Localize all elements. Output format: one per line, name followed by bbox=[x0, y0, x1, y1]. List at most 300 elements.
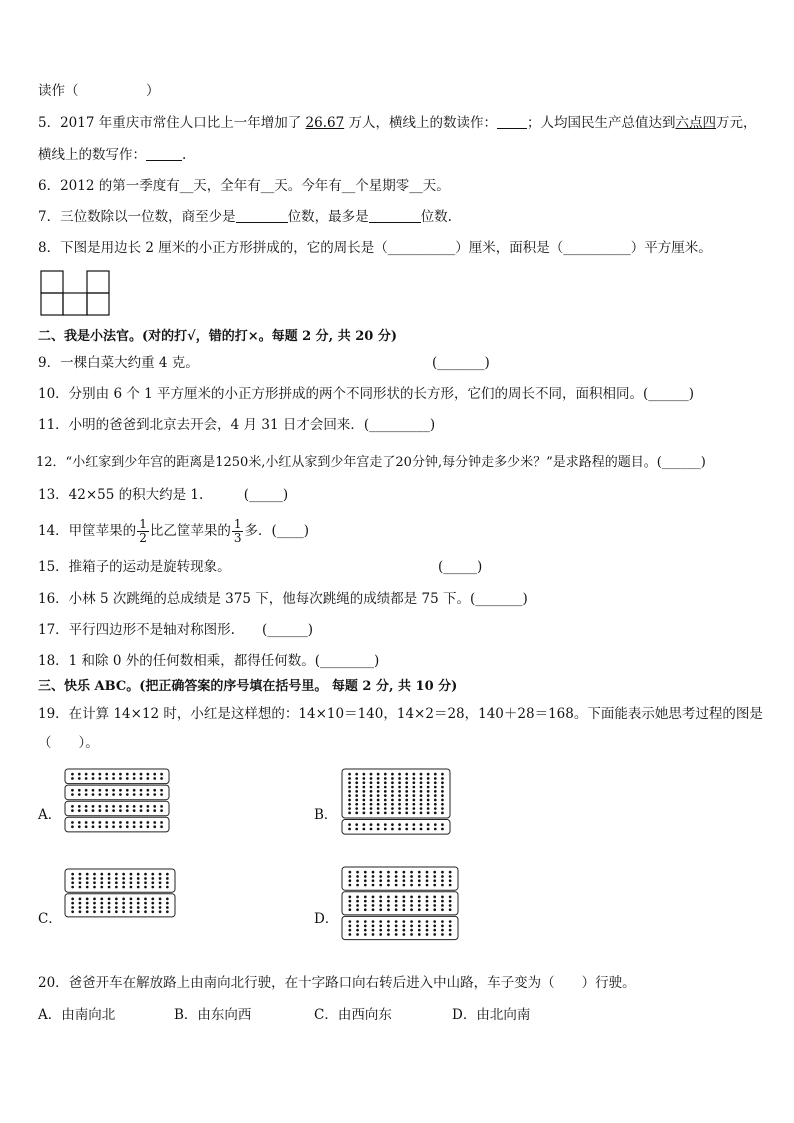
dot bbox=[372, 884, 375, 887]
dot bbox=[122, 902, 125, 905]
dot bbox=[147, 821, 150, 824]
dot bbox=[119, 821, 122, 824]
dot bbox=[356, 896, 359, 899]
dot bbox=[147, 805, 150, 808]
dot bbox=[71, 881, 74, 884]
dot bbox=[413, 807, 416, 810]
dot bbox=[92, 805, 95, 808]
dot bbox=[71, 886, 74, 889]
dot bbox=[115, 886, 118, 889]
dot bbox=[410, 925, 413, 928]
dot bbox=[115, 902, 118, 905]
dot bbox=[85, 825, 88, 828]
dot bbox=[441, 777, 444, 780]
dot bbox=[348, 799, 351, 802]
answer-blank[interactable] bbox=[497, 115, 527, 129]
dot-block-1 bbox=[65, 869, 175, 892]
dot bbox=[395, 896, 398, 899]
dot bbox=[413, 781, 416, 784]
dot bbox=[410, 896, 413, 899]
dot bbox=[413, 794, 416, 797]
dot bbox=[105, 773, 108, 776]
dot bbox=[420, 812, 423, 815]
dot bbox=[418, 904, 421, 907]
dot bbox=[449, 879, 452, 882]
dot bbox=[410, 908, 413, 911]
dot bbox=[140, 825, 143, 828]
dot bbox=[441, 828, 444, 831]
dot bbox=[153, 777, 156, 780]
dot bbox=[370, 799, 373, 802]
question-14: 14．甲筐苹果的 $\frac{1}{2}$ 比乙筐苹果的 $\frac{1}{3}$ 多．(____) bbox=[38, 517, 310, 545]
dot bbox=[355, 799, 358, 802]
dot bbox=[395, 904, 398, 907]
dot bbox=[93, 898, 96, 901]
dot bbox=[160, 809, 163, 812]
dot bbox=[153, 773, 156, 776]
dot bbox=[144, 910, 147, 913]
q20-option-c[interactable]: C．由西向东 bbox=[314, 1007, 392, 1023]
dot bbox=[166, 910, 169, 913]
dot bbox=[71, 793, 74, 796]
dot bbox=[78, 809, 81, 812]
dot bbox=[144, 886, 147, 889]
dot bbox=[426, 908, 429, 911]
dot bbox=[372, 904, 375, 907]
dot bbox=[379, 920, 382, 923]
dot bbox=[93, 906, 96, 909]
answer-blank[interactable] bbox=[146, 147, 182, 161]
dot bbox=[78, 793, 81, 796]
dot bbox=[93, 902, 96, 905]
dot bbox=[363, 773, 366, 776]
dot bbox=[377, 781, 380, 784]
answer-blank[interactable]: (_____) bbox=[438, 559, 483, 575]
q20-option-a[interactable]: A．由南向北 bbox=[38, 1007, 116, 1023]
dot bbox=[441, 908, 444, 911]
dot bbox=[349, 875, 352, 878]
dot bbox=[85, 789, 88, 792]
dot bbox=[144, 881, 147, 884]
dot bbox=[160, 789, 163, 792]
dot bbox=[122, 898, 125, 901]
dot bbox=[71, 789, 74, 792]
dot bbox=[119, 773, 122, 776]
dot bbox=[379, 929, 382, 932]
dot bbox=[130, 873, 133, 876]
dot bbox=[391, 807, 394, 810]
dot-block-2 bbox=[342, 892, 458, 915]
dot bbox=[364, 900, 367, 903]
dot bbox=[348, 781, 351, 784]
dot bbox=[151, 881, 154, 884]
dot bbox=[137, 902, 140, 905]
dot bbox=[364, 908, 367, 911]
fraction-one-third: $\frac{1}{3}$ bbox=[233, 517, 242, 545]
dot bbox=[372, 875, 375, 878]
dot bbox=[418, 896, 421, 899]
dot bbox=[433, 896, 436, 899]
dot bbox=[403, 884, 406, 887]
dot bbox=[79, 881, 82, 884]
dot bbox=[349, 908, 352, 911]
dot bbox=[86, 881, 89, 884]
dot bbox=[387, 879, 390, 882]
dot bbox=[78, 821, 81, 824]
dot bbox=[398, 781, 401, 784]
dot bbox=[105, 777, 108, 780]
dot bbox=[395, 884, 398, 887]
dot bbox=[133, 777, 136, 780]
dot bbox=[405, 799, 408, 802]
dot bbox=[427, 777, 430, 780]
dot bbox=[356, 933, 359, 936]
dot bbox=[356, 920, 359, 923]
dot bbox=[420, 786, 423, 789]
dot bbox=[85, 821, 88, 824]
dot bbox=[78, 805, 81, 808]
dot bbox=[112, 809, 115, 812]
dot bbox=[403, 896, 406, 899]
dot bbox=[92, 777, 95, 780]
dot bbox=[133, 789, 136, 792]
answer-blank[interactable]: (_______) bbox=[432, 355, 490, 371]
dot bbox=[355, 828, 358, 831]
dot bbox=[427, 807, 430, 810]
dot bbox=[147, 793, 150, 796]
dot bbox=[159, 910, 162, 913]
dot bbox=[100, 906, 103, 909]
dot bbox=[384, 790, 387, 793]
dot bbox=[395, 900, 398, 903]
dot bbox=[356, 900, 359, 903]
dot bbox=[355, 823, 358, 826]
dot bbox=[420, 803, 423, 806]
dot bbox=[410, 900, 413, 903]
dot bbox=[418, 871, 421, 874]
dot bbox=[387, 900, 390, 903]
dot bbox=[363, 803, 366, 806]
dot bbox=[420, 794, 423, 797]
dot bbox=[449, 875, 452, 878]
dot bbox=[398, 799, 401, 802]
dot bbox=[433, 879, 436, 882]
dot bbox=[387, 871, 390, 874]
dot bbox=[151, 906, 154, 909]
dot bbox=[418, 933, 421, 936]
dot bbox=[153, 825, 156, 828]
dot bbox=[166, 906, 169, 909]
dot bbox=[405, 773, 408, 776]
question-17: 17．平行四边形不是轴对称图形. (______) bbox=[38, 622, 314, 638]
dot bbox=[403, 908, 406, 911]
dot bbox=[433, 900, 436, 903]
dot bbox=[355, 773, 358, 776]
dot bbox=[410, 933, 413, 936]
dot bbox=[405, 828, 408, 831]
answer-blank[interactable] bbox=[369, 209, 421, 223]
dot bbox=[137, 910, 140, 913]
dot bbox=[363, 823, 366, 826]
option-c-label[interactable]: C． bbox=[38, 911, 62, 927]
underlined-number: 26.67 bbox=[305, 115, 345, 131]
dot bbox=[137, 877, 140, 880]
dot bbox=[79, 906, 82, 909]
dot bbox=[420, 807, 423, 810]
dot bbox=[126, 773, 129, 776]
dot bbox=[405, 812, 408, 815]
dot bbox=[377, 773, 380, 776]
dot bbox=[434, 803, 437, 806]
dot bbox=[166, 898, 169, 901]
dot bbox=[133, 773, 136, 776]
dot bbox=[349, 929, 352, 932]
dot bbox=[413, 777, 416, 780]
dot bbox=[441, 786, 444, 789]
dot bbox=[364, 920, 367, 923]
dot bbox=[395, 933, 398, 936]
dot bbox=[403, 925, 406, 928]
dot bbox=[100, 873, 103, 876]
dot bbox=[349, 871, 352, 874]
dot bbox=[100, 886, 103, 889]
q20-option-b[interactable]: B．由东向西 bbox=[174, 1007, 252, 1023]
dot bbox=[441, 904, 444, 907]
dot bbox=[356, 904, 359, 907]
dot bbox=[130, 910, 133, 913]
dot bbox=[391, 794, 394, 797]
dot bbox=[391, 803, 394, 806]
dot bbox=[403, 900, 406, 903]
dot bbox=[349, 904, 352, 907]
dot-array-option-d[interactable] bbox=[341, 866, 459, 964]
dot bbox=[379, 925, 382, 928]
dot bbox=[126, 809, 129, 812]
dot bbox=[377, 823, 380, 826]
dot bbox=[434, 777, 437, 780]
dot bbox=[441, 803, 444, 806]
dot bbox=[71, 809, 74, 812]
dot bbox=[364, 933, 367, 936]
dot bbox=[355, 812, 358, 815]
dot bbox=[99, 777, 102, 780]
dot bbox=[137, 906, 140, 909]
dot-array-option-c[interactable] bbox=[64, 868, 176, 958]
dot bbox=[434, 807, 437, 810]
option-d-label[interactable]: D． bbox=[314, 911, 339, 927]
dot bbox=[370, 828, 373, 831]
dot bbox=[126, 793, 129, 796]
dot bbox=[420, 790, 423, 793]
dot bbox=[144, 898, 147, 901]
dot bbox=[418, 920, 421, 923]
dot bbox=[137, 881, 140, 884]
dot bbox=[71, 902, 74, 905]
dot bbox=[108, 902, 111, 905]
dot bbox=[441, 875, 444, 878]
dot bbox=[370, 807, 373, 810]
dot bbox=[398, 828, 401, 831]
dot bbox=[140, 777, 143, 780]
dot bbox=[420, 781, 423, 784]
dot bbox=[108, 881, 111, 884]
dot bbox=[159, 886, 162, 889]
dot bbox=[398, 786, 401, 789]
dot bbox=[160, 777, 163, 780]
dot bbox=[391, 812, 394, 815]
dot bbox=[379, 933, 382, 936]
dot bbox=[85, 773, 88, 776]
dot bbox=[349, 884, 352, 887]
dot bbox=[112, 825, 115, 828]
dot bbox=[391, 773, 394, 776]
dot bbox=[79, 873, 82, 876]
dot bbox=[418, 925, 421, 928]
dot bbox=[363, 807, 366, 810]
option-b-label[interactable]: B． bbox=[314, 807, 338, 823]
dot bbox=[356, 929, 359, 932]
dot-array-option-b[interactable] bbox=[341, 768, 451, 858]
dot bbox=[377, 828, 380, 831]
dot bbox=[377, 799, 380, 802]
dot bbox=[85, 805, 88, 808]
dot bbox=[130, 877, 133, 880]
dot bbox=[153, 809, 156, 812]
dot bbox=[115, 906, 118, 909]
dot bbox=[413, 799, 416, 802]
dot bbox=[137, 886, 140, 889]
dot bbox=[147, 773, 150, 776]
section-3-heading: 三、快乐 ABC。(把正确答案的序号填在括号里。 每题 2 分, 共 10 分) bbox=[38, 679, 458, 694]
dot bbox=[355, 803, 358, 806]
dot bbox=[355, 781, 358, 784]
dot bbox=[119, 805, 122, 808]
dot bbox=[85, 793, 88, 796]
dot bbox=[99, 821, 102, 824]
dot bbox=[441, 794, 444, 797]
dot bbox=[71, 777, 74, 780]
dot bbox=[384, 794, 387, 797]
dot bbox=[356, 871, 359, 874]
dot bbox=[427, 794, 430, 797]
dot bbox=[363, 794, 366, 797]
dot bbox=[398, 777, 401, 780]
dot bbox=[391, 786, 394, 789]
dot bbox=[379, 904, 382, 907]
dot bbox=[364, 904, 367, 907]
dot bbox=[379, 884, 382, 887]
dot bbox=[395, 929, 398, 932]
dot bbox=[122, 881, 125, 884]
dot bbox=[86, 877, 89, 880]
dot bbox=[379, 908, 382, 911]
dot bbox=[395, 925, 398, 928]
dot bbox=[449, 920, 452, 923]
question-11: 11．小明的爸爸到北京去开会，4 月 31 日才会回来．(_________) bbox=[38, 417, 436, 433]
dot bbox=[377, 807, 380, 810]
dot bbox=[410, 879, 413, 882]
dot bbox=[387, 933, 390, 936]
q20-option-d[interactable]: D．由北向南 bbox=[452, 1007, 531, 1023]
dot bbox=[130, 906, 133, 909]
dot bbox=[398, 794, 401, 797]
dot bbox=[364, 879, 367, 882]
dot bbox=[78, 789, 81, 792]
dot bbox=[433, 904, 436, 907]
dot bbox=[384, 823, 387, 826]
answer-blank[interactable] bbox=[236, 209, 288, 223]
dot bbox=[137, 873, 140, 876]
dot bbox=[395, 908, 398, 911]
dot bbox=[410, 920, 413, 923]
dot bbox=[395, 875, 398, 878]
dot bbox=[93, 886, 96, 889]
dot bbox=[151, 898, 154, 901]
dot-block-2 bbox=[65, 785, 169, 800]
dot bbox=[355, 790, 358, 793]
dot bbox=[441, 879, 444, 882]
dot bbox=[130, 886, 133, 889]
dot bbox=[434, 781, 437, 784]
dot bbox=[86, 902, 89, 905]
dot bbox=[153, 789, 156, 792]
dot-block-2 bbox=[65, 894, 175, 917]
dot bbox=[112, 805, 115, 808]
dot bbox=[348, 794, 351, 797]
dot bbox=[363, 781, 366, 784]
dot bbox=[349, 879, 352, 882]
dot bbox=[413, 786, 416, 789]
dot bbox=[384, 781, 387, 784]
dot bbox=[159, 898, 162, 901]
question-5-line1: 5．2017 年重庆市常住人口比上一年增加了 26.67 万人，横线上的数读作： ；人均国民生产总值达到六点四万元， bbox=[38, 115, 757, 131]
dot bbox=[403, 920, 406, 923]
dot bbox=[71, 821, 74, 824]
dot-array-option-a[interactable] bbox=[64, 768, 170, 858]
dot bbox=[93, 881, 96, 884]
dot bbox=[71, 773, 74, 776]
dot bbox=[99, 809, 102, 812]
dot bbox=[403, 929, 406, 932]
option-a-label[interactable]: A． bbox=[38, 807, 62, 823]
dot bbox=[364, 925, 367, 928]
dot bbox=[349, 896, 352, 899]
dot bbox=[441, 823, 444, 826]
dot bbox=[159, 873, 162, 876]
dot bbox=[441, 884, 444, 887]
dot bbox=[449, 925, 452, 928]
dot bbox=[133, 805, 136, 808]
dot bbox=[99, 793, 102, 796]
dot bbox=[349, 900, 352, 903]
dot bbox=[355, 777, 358, 780]
dot bbox=[427, 773, 430, 776]
square-grid-figure bbox=[40, 270, 112, 320]
question-19-answer-paren: （ ）。 bbox=[38, 735, 99, 751]
dot bbox=[86, 910, 89, 913]
dot bbox=[160, 805, 163, 808]
dot bbox=[363, 790, 366, 793]
dot bbox=[377, 812, 380, 815]
dot bbox=[363, 786, 366, 789]
dot bbox=[434, 790, 437, 793]
dot bbox=[410, 871, 413, 874]
dot bbox=[71, 877, 74, 880]
dot bbox=[105, 825, 108, 828]
dot bbox=[426, 933, 429, 936]
dot bbox=[99, 773, 102, 776]
dot bbox=[391, 828, 394, 831]
